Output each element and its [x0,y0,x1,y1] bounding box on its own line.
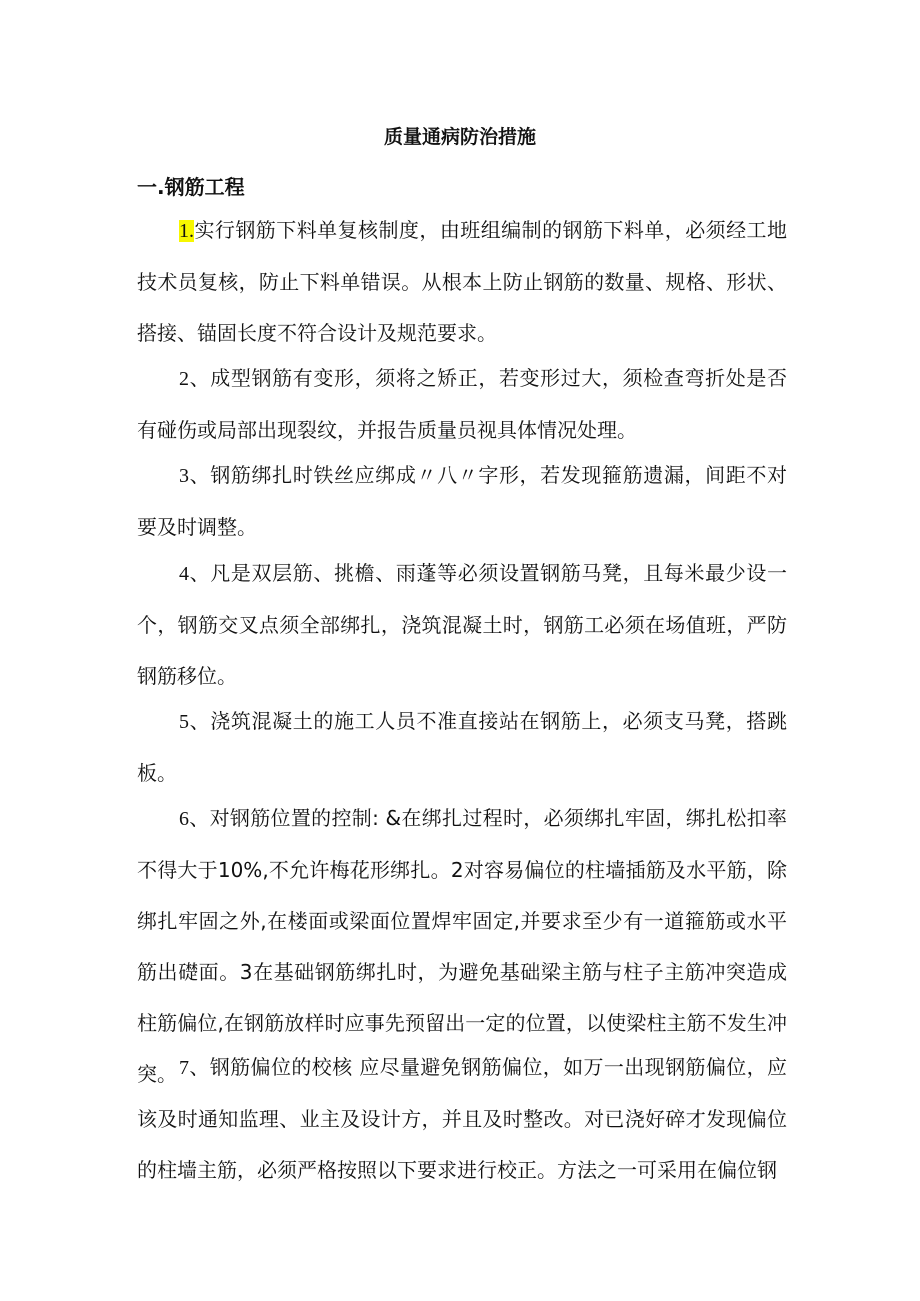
paragraph-text: 钢筋偏位的校核 应尽量避免钢筋偏位，如万一出现钢筋偏位，应该及时通知监理、业主及设计方，并且及时整改。对已浇好碎才发现偏位的柱墙主筋，必须严格按照以下要求进行校正。方法之一可采用在偏位钢 [137,1055,788,1182]
paragraph-number: 3、 [179,465,211,487]
paragraph-4 [137,548,787,702]
paragraph-number: 4、 [179,563,211,585]
paragraph-5 [137,696,787,799]
paragraph-number: 6、 [179,808,210,830]
page-title: 质量通病防治措施 [383,126,536,148]
paragraph-number: 5、 [179,711,211,733]
paragraph-number: 7、 [179,1057,210,1079]
paragraph-text: 对钢筋位置的控制: &在绑扎过程时，必须绑扎牢固，绑扎松扣率不得大于10%,不允许梅花形绑扎。2对容易偏位的柱墙插筋及水平筋，除绑扎牢固之外,在楼面或梁面位置焊牢固定,并要求至少有一道箍筋或水平筋出礎面。3在基础钢筋绑扎时，为避免基础梁主筋与柱子主筋冲突造成柱筋偏位,在钢筋放样时应事先预留出一定的位置，以使梁柱主筋不发生冲突。 [137,806,787,1086]
paragraph-7 [137,1042,787,1196]
paragraph-3 [137,450,787,553]
paragraph-text: 成型钢筋有变形，须将之矫正，若变形过大，须检查弯折处是否有碰伤或局部出现裂纹，并报告质量员视具体情况处理。 [137,366,788,442]
section-heading: 一.钢筋工程 [137,175,245,199]
paragraph-text: 钢筋绑扎时铁丝应绑成〃八〃字形，若发现箍筋遗漏，间距不对要及时调整。 [137,463,788,539]
paragraph-number: 2、 [179,368,211,390]
paragraph-text: 凡是双层筋、挑檐、雨蓬等必须设置钢筋马凳，且每米最少设一个，钢筋交叉点须全部绑扎，浇筑混凝土时，钢筋工必须在场值班，严防钢筋移位。 [137,561,788,688]
paragraph-text: 浇筑混凝土的施工人员不准直接站在钢筋上，必须支马凳，搭跳板。 [137,709,788,785]
paragraph-number: 1. [179,220,194,242]
paragraph-2 [137,353,787,456]
paragraph-text: 实行钢筋下料单复核制度，由班组编制的钢筋下料单，必须经工地技术员复核，防止下料单错误。从根本上防止钢筋的数量、规格、形状、搭接、锚固长度不符合设计及规范要求。 [137,218,787,345]
paragraph-1 [137,205,787,359]
